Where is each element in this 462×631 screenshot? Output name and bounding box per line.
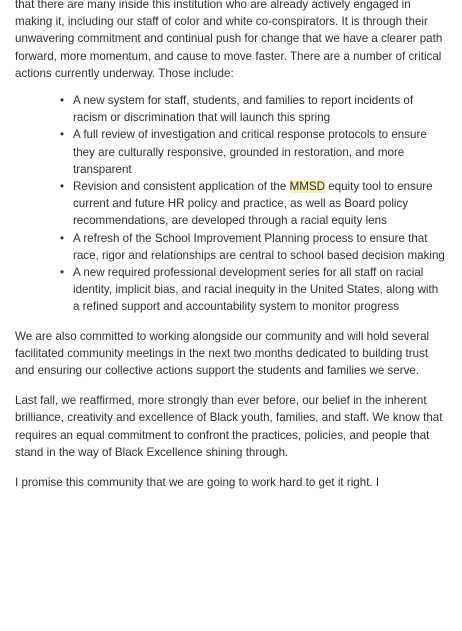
list-item — [73, 92, 446, 126]
highlighted-term: MMSD — [289, 180, 325, 194]
list-item — [73, 264, 446, 316]
list-item-text-before: Revision and consistent application of the — [73, 180, 290, 194]
critical-actions-list — [15, 92, 446, 316]
list-item-text: A new system for staff, students, and families to report incidents of racism or discrimination that will launch this spring — [73, 94, 414, 125]
list-item — [73, 230, 446, 264]
last-fall-paragraph: Last fall, we reaffirmed, more strongly than ever before, our belief in the inherent brilliance, creativity and excellence of Black youth, families, and staff. We know that requires an equal commitment to confront the practices, policies, and people that stand in the way of Black Excellence shining through. — [15, 394, 443, 459]
list-item — [73, 178, 446, 230]
list-item — [73, 126, 446, 178]
community-paragraph: We are also committed to working alongside our community and will hold several facilitated community meetings in the next two months dedicated to building trust and ensuring our collective actions support the students and families we serve. — [15, 329, 430, 378]
list-item-text: A new required professional development series for all staff on racial identity, implicit bias, and racial inequity in the United States, along with a refined support and accountability system to monitor progress — [73, 266, 439, 314]
list-item-text: A full review of investigation and critical response protocols to ensure they are culturally responsive, grounded in restoration, and more transparent — [73, 128, 427, 176]
list-item-text-after: equity tool to ensure current and future HR policy and practice, as well as Board policy recommendations, are developed through a racial equity lens — [73, 180, 433, 228]
promise-paragraph: I promise this community that we are going to work hard to get it right. I — [15, 476, 380, 490]
list-item-text: A refresh of the School Improvement Planning process to ensure that race, rigor and relationships are central to school based decision making — [73, 231, 445, 262]
intro-paragraph: that there are many inside this institution who are already actively engaged in making it, including our staff of color and white co-conspirators. It is through their unwavering commitment and continual push for change that we have a clearer path forward, more momentum, and cause to move faster. There are a number of critical actions currently underway. Those include: — [15, 0, 443, 80]
